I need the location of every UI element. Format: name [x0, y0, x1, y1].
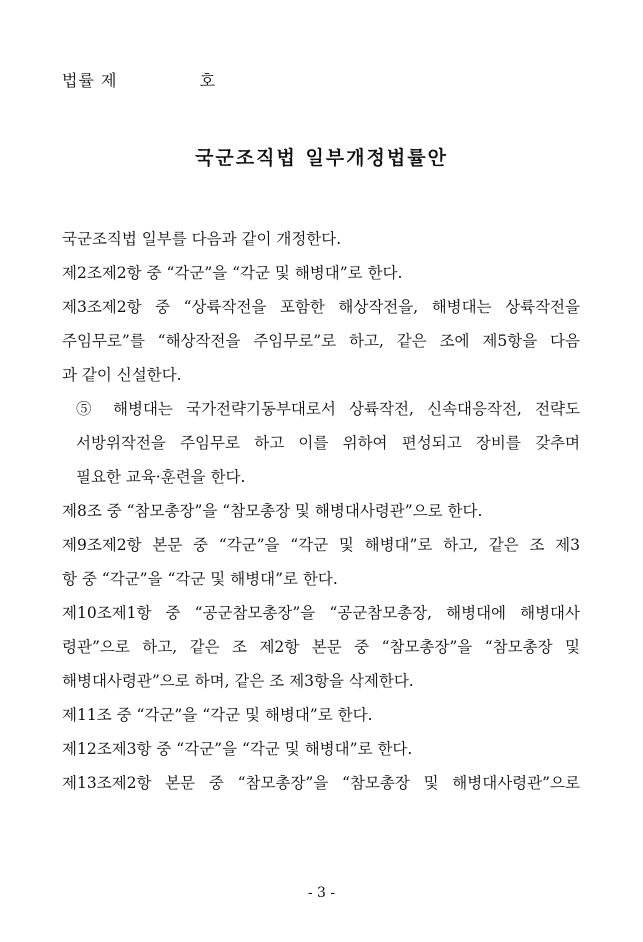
body-line: 제10조제1항 중 “공군참모총장”을 “공군참모총장, 해병대에 해병대사: [62, 604, 580, 622]
body-line: 제13조제2항 본문 중 “참모총장”을 “참모총장 및 해병대사령관”으로: [62, 774, 580, 792]
body-line: 제9조제2항 본문 중 “각군”을 “각군 및 해병대”로 하고, 같은 조 제3: [62, 536, 580, 554]
body-line: 항 중 “각군”을 “각군 및 해병대”로 한다.: [62, 570, 338, 588]
law-number-prefix: 제: [101, 71, 118, 90]
body-line: ⑤ 해병대는 국가전략기동부대로서 상륙작전, 신속대응작전, 전략도: [76, 400, 580, 418]
body-line: 제11조 중 “각군”을 “각군 및 해병대”로 한다.: [62, 706, 373, 724]
body-line: 령관”으로 하고, 같은 조 제2항 본문 중 “참모총장”을 “참모총장 및: [62, 638, 580, 656]
body-line: 해병대사령관”으로 하며, 같은 조 제3항을 삭제한다.: [62, 672, 414, 690]
document-body: [62, 222, 580, 800]
law-label: 법률: [62, 71, 95, 90]
body-line: 제12조제3항 중 “각군”을 “각군 및 해병대”로 한다.: [62, 740, 413, 758]
body-line: 국군조직법 일부를 다음과 같이 개정한다.: [62, 230, 342, 248]
body-line: 서방위작전을 주임무로 하고 이를 위하여 편성되고 장비를 갖추며: [76, 434, 580, 452]
body-line: 제2조제2항 중 “각군”을 “각군 및 해병대”로 한다.: [62, 264, 403, 282]
body-line: 제8조 중 “참모총장”을 “참모총장 및 해병대사령관”으로 한다.: [62, 502, 483, 520]
law-number-suffix: 호: [199, 71, 217, 90]
document-title: 국군조직법 일부개정법률안: [195, 147, 448, 169]
page-number: - 3 -: [307, 885, 336, 901]
body-line: 제3조제2항 중 “상륙작전을 포함한 해상작전을, 해병대는 상륙작전을: [62, 298, 580, 316]
body-line: 주임무로”를 “해상작전을 주임무로”로 하고, 같은 조에 제5항을 다음: [62, 332, 580, 350]
law-number-line: [62, 68, 216, 91]
body-line: 필요한 교육·훈련을 한다.: [76, 468, 246, 486]
body-line: 과 같이 신설한다.: [62, 366, 182, 384]
